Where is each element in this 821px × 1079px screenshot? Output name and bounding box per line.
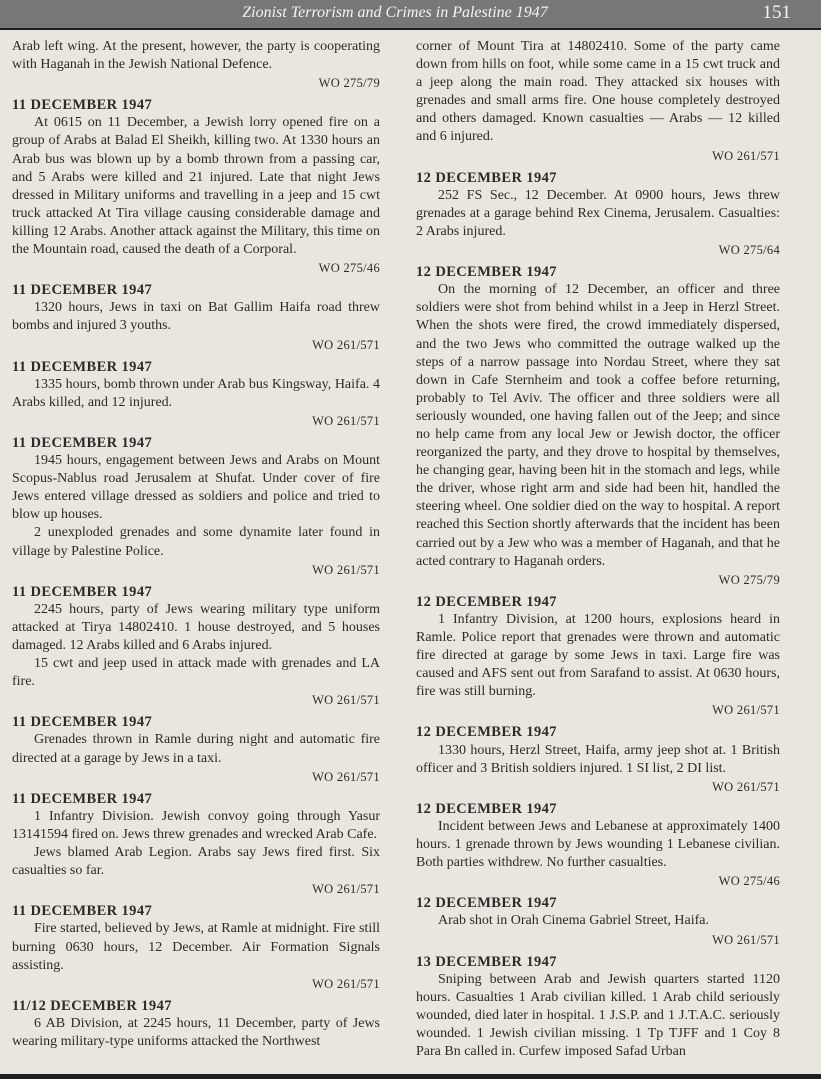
continuation-entry <box>12 38 380 92</box>
source-reference: WO 275/79 <box>318 76 380 91</box>
log-entry <box>416 953 780 1062</box>
log-entry <box>416 894 780 948</box>
entry-paragraph: 6 AB Division, at 2245 hours, 11 December, party of Jews wearing military-type uniforms attacked the Northwest <box>12 1015 380 1049</box>
right-column <box>416 38 780 1073</box>
left-column <box>12 38 380 1073</box>
log-entry <box>416 593 780 720</box>
entry-paragraph: Arab shot in Orah Cinema Gabriel Street, Haifa. <box>438 913 709 929</box>
source-reference: WO 275/46 <box>318 261 380 276</box>
source-reference: WO 261/571 <box>712 703 780 718</box>
continuation-text: corner of Mount Tira at 14802410. Some of the party came down from hills on foot, while some came in a 15 cwt truck and a jeep along the main road. They attacked six houses with grenades and small arms fire. One house completely destroyed and others damaged. Known casualties — Arabs — 12 killed and 6 injured. <box>416 39 780 145</box>
source-reference: WO 261/571 <box>312 769 380 784</box>
entry-paragraph: 1 Infantry Division, at 1200 hours, explosions heard in Ramle. Police report that grenades were thrown and automatic fire directed at garage by some Jews in taxi. Large fire was caused and AFS sent out from Sarafand to assist. At 0630 hours, fire was still burning. <box>416 611 780 700</box>
entry-paragraph: Grenades thrown in Ramle during night and automatic fire directed at a garage by Jews in a taxi. <box>12 732 380 766</box>
log-entry <box>416 800 780 890</box>
entry-paragraph: 15 cwt and jeep used in attack made with grenades and LA fire. <box>12 656 380 690</box>
entry-date: 11 DECEMBER 1947 <box>12 282 153 299</box>
log-entry <box>12 583 380 710</box>
entry-date: 11 DECEMBER 1947 <box>12 358 153 375</box>
entry-date: 11/12 DECEMBER 1947 <box>12 997 172 1014</box>
running-title: Zionist Terrorism and Crimes in Palestine 1947 <box>242 4 548 21</box>
entry-paragraph: On the morning of 12 December, an officer and three soldiers were shot from behind whilst in a Jeep in Herzl Street. When the shots were fired, the crowd immediately dispersed, and the two Jews who committed the outrage walked up the steps of a narrow passage into Nordau Street, where they sat down in Cafe Sternheim and took a coffee before returning, probably to Tel Aviv. The officer and three soldiers were all seriously wounded, one having fallen out of the Jeep; and since no help came from any local Jew or Jewish doctor, the officer reorganized the party, and they drove to hospital by themselves, he changing gear, having been hit in the stomach and legs, while the driver, whose right arm and side had been hit, handled the steering wheel. One soldier died on the way to hospital. A report reached this Section shortly afterwards that the incident has been carried out by a Jew who was a member of Haganah, and that he acted contrary to Haganah orders. <box>416 282 780 569</box>
entry-paragraph: Jews blamed Arab Legion. Arabs say Jews fired first. Six casualties so far. <box>12 845 380 879</box>
page-number: 151 <box>762 2 791 23</box>
entry-paragraph: 2 unexploded grenades and some dynamite later found in village by Palestine Police. <box>12 525 380 559</box>
log-entry <box>12 902 380 992</box>
source-reference: WO 261/571 <box>712 148 780 163</box>
entry-paragraph: At 0615 on 11 December, a Jewish lorry opened fire on a group of Arabs at Balad El Sheikh, killing two. At 1330 hours an Arab bus was blown up by a bomb thrown from a passing car, and 5 Arabs were killed and 21 injured. Late that night Jews dressed in Military uniforms and travelling in a jeep and 15 cwt truck attacked At Tira village causing considerable damage and killing 12 Arabs. Another attack against the Military, this time on the Mountain road, caused the death of a Corporal. <box>12 115 380 258</box>
entry-date: 12 DECEMBER 1947 <box>416 800 557 817</box>
entry-paragraph: 1330 hours, Herzl Street, Haifa, army jeep shot at. 1 British officer and 3 British soldiers injured. 1 SI list, 2 DI list. <box>416 742 780 776</box>
source-reference: WO 261/571 <box>312 413 380 428</box>
entry-date: 12 DECEMBER 1947 <box>416 593 557 610</box>
source-reference: WO 261/571 <box>312 693 380 708</box>
right-entries <box>416 169 780 1062</box>
entry-date: 11 DECEMBER 1947 <box>12 714 153 731</box>
entry-paragraph: 1335 hours, bomb thrown under Arab bus Kingsway, Haifa. 4 Arabs killed, and 12 injured. <box>12 376 380 410</box>
entry-date: 12 DECEMBER 1947 <box>416 264 557 281</box>
source-reference: WO 261/571 <box>712 779 780 794</box>
log-entry <box>416 263 780 589</box>
entry-date: 11 DECEMBER 1947 <box>12 97 153 114</box>
continuation-text: Arab left wing. At the present, however, the party is cooperating with Haganah in the Jewish National Defence. <box>12 39 380 73</box>
entry-paragraph: 1945 hours, engagement between Jews and Arabs on Mount Scopus-Nablus road Jerusalem at Shufat. Under cover of fire Jews entered village dressed as soldiers and police and tried to blow up houses. <box>12 453 380 523</box>
entry-date: 11 DECEMBER 1947 <box>12 790 153 807</box>
log-entry <box>416 723 780 795</box>
log-entry <box>12 358 380 430</box>
source-reference: WO 261/571 <box>312 976 380 991</box>
entry-date: 12 DECEMBER 1947 <box>416 724 557 741</box>
log-entry <box>12 281 380 353</box>
entry-date: 11 DECEMBER 1947 <box>12 903 153 920</box>
bottom-rule <box>0 1074 821 1079</box>
entry-date: 11 DECEMBER 1947 <box>12 434 153 451</box>
source-reference: WO 275/64 <box>718 243 780 258</box>
page-header <box>0 0 821 30</box>
entry-date: 13 DECEMBER 1947 <box>416 953 557 970</box>
source-reference: WO 275/46 <box>718 874 780 889</box>
source-reference: WO 275/79 <box>718 572 780 587</box>
entry-paragraph: Fire started, believed by Jews, at Ramle at midnight. Fire still burning 0630 hours, 12 December. Air Formation Signals assisting. <box>12 921 380 973</box>
log-entry <box>12 713 380 785</box>
source-reference: WO 261/571 <box>312 882 380 897</box>
entry-date: 11 DECEMBER 1947 <box>12 583 153 600</box>
entry-paragraph: Incident between Jews and Lebanese at approximately 1400 hours. 1 grenade thrown by Jews wounding 1 Lebanese civilian. Both parties withdrew. No further casualties. <box>416 818 780 871</box>
continuation-entry <box>416 38 780 165</box>
log-entry <box>12 997 380 1051</box>
entry-paragraph: 252 FS Sec., 12 December. At 0900 hours, Jews threw grenades at a garage behind Rex Cinema, Jerusalem. Casualties: 2 Arabs injured. <box>416 187 780 239</box>
log-entry <box>12 434 380 579</box>
log-entry <box>12 96 380 277</box>
log-entry <box>416 169 780 259</box>
entry-paragraph: 2245 hours, party of Jews wearing military type uniform attacked at Tirya 14802410. 1 house destroyed, and 5 houses damaged. 12 Arabs killed and 6 Arabs injured. <box>12 601 380 653</box>
source-reference: WO 261/571 <box>712 932 780 947</box>
entry-paragraph: 1320 hours, Jews in taxi on Bat Gallim Haifa road threw bombs and injured 3 youths. <box>12 300 380 334</box>
source-reference: WO 261/571 <box>312 562 380 577</box>
left-entries <box>12 96 380 1051</box>
entry-paragraph: 1 Infantry Division. Jewish convoy going through Yasur 13141594 fired on. Jews threw grenades and wrecked Arab Cafe. <box>12 808 380 842</box>
entry-date: 12 DECEMBER 1947 <box>416 895 557 912</box>
entry-paragraph: Sniping between Arab and Jewish quarters started 1120 hours. Casualties 1 Arab civilian killed. 1 Arab child seriously wounded, died later in hospital. 1 J.S.P. and 1 J.T.A.C. seriously wounded. 1 Jewish civilian missing. 1 Tp TJFF and 1 Coy 8 Para Bn called in. Curfew imposed Safad Urban <box>416 971 780 1060</box>
source-reference: WO 261/571 <box>312 337 380 352</box>
entry-date: 12 DECEMBER 1947 <box>416 169 557 186</box>
log-entry <box>12 790 380 899</box>
